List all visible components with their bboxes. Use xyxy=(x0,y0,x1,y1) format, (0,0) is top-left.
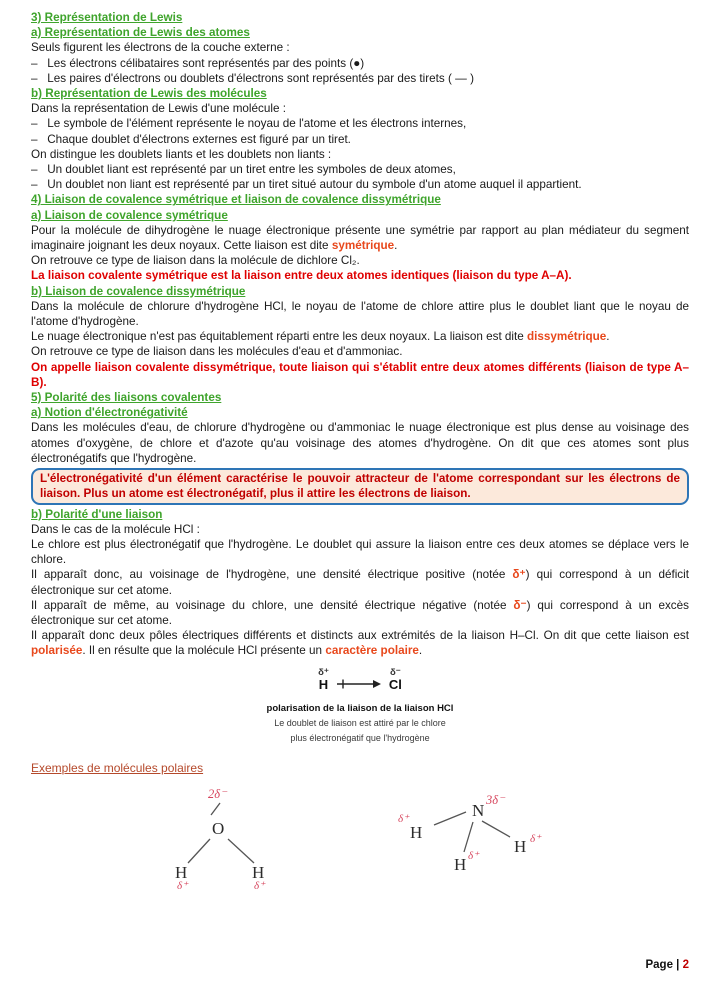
paragraph xyxy=(31,223,689,253)
text-run: caractère polaire xyxy=(325,644,419,658)
paragraph xyxy=(31,522,689,537)
paragraph xyxy=(31,329,689,344)
water-molecule-figure xyxy=(162,782,322,890)
delta-plus-label: δ⁺ xyxy=(530,833,541,846)
text-run: – Un doublet liant est représenté par un tiret entre les symboles de deux atomes, xyxy=(31,163,456,177)
nitrogen-atom-label: N xyxy=(472,801,485,821)
hydrogen-atom-label: H xyxy=(514,837,527,857)
bond-line xyxy=(228,839,254,863)
page-number-value: 2 xyxy=(682,958,689,971)
section-heading xyxy=(31,284,689,299)
text-run: ) qui correspond à un déficit électronique sur cet atome. xyxy=(31,568,689,597)
page-number xyxy=(645,958,689,973)
section-heading xyxy=(31,405,689,420)
section-heading xyxy=(31,25,689,40)
hydrogen-atom-label: H xyxy=(454,855,467,875)
paragraph xyxy=(31,101,689,116)
text-run: On distingue les doublets liants et les doublets non liants : xyxy=(31,147,332,161)
ammonia-charge-label: 3δ⁻ xyxy=(486,793,505,808)
text-run: On appelle liaison covalente dissymétrique, toute liaison qui s'établit entre deux atomes différents (liaison de type A–B). xyxy=(31,360,689,389)
section-heading xyxy=(31,390,689,405)
text-run: dissymétrique xyxy=(527,330,607,344)
text-run: Il apparaît donc deux pôles électriques différents et distincts aux extrémités de la liaison H–Cl. On dit que cette liaison est xyxy=(31,629,689,643)
text-run: . xyxy=(394,239,398,253)
text-run: Dans la représentation de Lewis d'une molécule : xyxy=(31,102,286,116)
text-run: . xyxy=(606,330,610,344)
dipole-arrow-icon xyxy=(335,678,383,690)
text-run: – Les électrons célibataires sont représentés par des points (●) xyxy=(31,56,365,70)
text-run: b) Polarité d'une liaison xyxy=(31,507,163,521)
text-run: b) Liaison de covalence dissymétrique xyxy=(31,284,246,298)
text-run: δ⁻ xyxy=(513,598,527,612)
ammonia-molecule-figure xyxy=(378,782,558,890)
text-run: – Les paires d'électrons ou doublets d'électrons sont représentés par des tirets ( — ) xyxy=(31,71,474,85)
delta-plus-label: δ⁺ xyxy=(468,850,479,863)
text-run: 4) Liaison de covalence symétrique et liaison de covalence dissymétrique xyxy=(31,193,441,207)
hydrogen-atom-label: H xyxy=(252,863,265,883)
text-run: Pour la molécule de dihydrogène le nuage électronique présente une symétrie par rapport au plan médiateur du segment imaginaire joignant les deux noyaux. Cette liaison est dite xyxy=(31,223,689,253)
paragraph xyxy=(31,360,689,390)
text-run: a) Notion d'électronégativité xyxy=(31,406,188,420)
paragraph xyxy=(31,147,689,162)
text-run: polarisée xyxy=(31,644,83,658)
figure-caption-line1: Le doublet de liaison est attiré par le chlore xyxy=(274,717,446,728)
text-run: Dans la molécule de chlorure d'hydrogène HCl, le noyau de l'atome de chlore attire plus le doublet liant que le noyau de l'atome d'hydrogène. xyxy=(31,299,689,329)
text-run: Dans les molécules d'eau, de chlorure d'hydrogène ou d'ammoniac le nuage électronique est plus dense au voisinage des atomes d'oxygène, de chlore et d'azote qu'au voisinage des atomes d'hydrogène. On dit que ces atomes sont plus électronégatifs que l'hydrogène. xyxy=(31,421,689,465)
polar-molecules-figures xyxy=(31,782,689,890)
section-heading xyxy=(31,507,689,522)
figure-caption-line2: plus électronégatif que l'hydrogène xyxy=(290,732,430,743)
text-run: L'électronégativité d'un élément caractérise le pouvoir attracteur de l'atome correspondant sur les électrons de liaison. Plus un atome est électronégatif, plus il attire les électrons de liaison. xyxy=(40,472,680,501)
paragraph xyxy=(31,253,689,268)
delta-plus-label: δ⁺ xyxy=(398,813,409,826)
paragraph xyxy=(31,537,689,567)
paragraph xyxy=(31,628,689,658)
text-run: . Il en résulte que la molécule HCl présente un xyxy=(82,644,326,658)
page-number-label: Page | xyxy=(645,958,683,971)
text-run: – Chaque doublet d'électrons externes est figuré par un tiret. xyxy=(31,132,351,146)
bond-line xyxy=(188,839,210,863)
text-run: ) qui correspond à un excès électronique sur cet atome. xyxy=(31,598,689,627)
paragraph xyxy=(31,567,689,597)
paragraph xyxy=(31,132,689,147)
figure-caption-title: polarisation de la liaison de la liaison HCl xyxy=(266,702,454,714)
hydrogen-atom-label: H xyxy=(410,823,423,843)
examples-heading: Exemples de molécules polaires xyxy=(31,761,204,776)
section-heading xyxy=(31,192,689,207)
paragraph xyxy=(31,71,689,86)
paragraph xyxy=(31,598,689,628)
paragraph xyxy=(31,162,689,177)
paragraph xyxy=(31,116,689,131)
text-run: Dans le cas de la molécule HCl : xyxy=(31,522,200,536)
text-run: Seuls figurent les électrons de la couche externe : xyxy=(31,41,290,55)
charge-pointer-line xyxy=(211,803,220,815)
text-run: Il apparaît de même, au voisinage du chlore, une densité électrique négative (notée xyxy=(31,598,514,612)
document-content xyxy=(31,10,689,659)
text-run: 3) Représentation de Lewis xyxy=(31,11,183,24)
section-heading xyxy=(31,208,689,223)
text-run: On retrouve ce type de liaison dans la molécule de dichlore Cl₂. xyxy=(31,254,360,268)
water-charge-label: 2δ⁻ xyxy=(208,787,227,802)
text-run: δ⁺ xyxy=(512,568,526,582)
text-run: La liaison covalente symétrique est la liaison entre deux atomes identiques (liaison du type A–A). xyxy=(31,269,572,283)
hydrogen-atom-label: H xyxy=(175,863,188,883)
text-run: b) Représentation de Lewis des molécules xyxy=(31,87,267,101)
text-run: symétrique xyxy=(331,239,395,253)
oxygen-atom-label: O xyxy=(212,819,225,839)
bond-line xyxy=(482,821,510,837)
delta-plus-label: δ⁺ xyxy=(254,880,265,891)
text-run: a) Liaison de covalence symétrique xyxy=(31,208,228,222)
hydrogen-atom-label: H xyxy=(318,676,329,692)
highlight-box xyxy=(31,468,689,504)
text-run: . xyxy=(418,644,423,658)
bond-line xyxy=(464,822,473,852)
paragraph xyxy=(31,420,689,466)
text-run: On retrouve ce type de liaison dans les molécules d'eau et d'ammoniac. xyxy=(31,345,403,359)
hcl-polarization-figure xyxy=(31,664,689,747)
delta-plus-label: δ⁺ xyxy=(177,880,188,891)
chlorine-atom-label: Cl xyxy=(388,676,402,692)
text-run: a) Représentation de Lewis des atomes xyxy=(31,26,250,40)
section-heading xyxy=(31,86,689,101)
paragraph xyxy=(31,177,689,192)
paragraph xyxy=(31,40,689,55)
arrow-head xyxy=(373,680,381,688)
paragraph xyxy=(31,268,689,283)
paragraph xyxy=(31,344,689,359)
text-run: Le chlore est plus électronégatif que l'hydrogène. Le doublet qui assure la liaison entre ces deux atomes se déplace vers le chlore. xyxy=(31,537,689,567)
text-run: Le nuage électronique n'est pas équitablement réparti entre les deux noyaux. La liaison est dite xyxy=(31,330,528,344)
delta-minus-label: δ⁻ xyxy=(390,666,401,678)
section-heading xyxy=(31,10,689,25)
paragraph xyxy=(31,299,689,329)
hcl-diagram xyxy=(318,668,402,692)
delta-plus-label: δ⁺ xyxy=(318,666,329,678)
text-run: – Le symbole de l'élément représente le noyau de l'atome et les électrons internes, xyxy=(31,117,467,131)
text-run: Il apparaît donc, au voisinage de l'hydrogène, une densité électrique positive (notée xyxy=(31,568,513,582)
text-run: – Un doublet non liant est représenté par un tiret situé autour du symbole d'un atome auquel il appartient. xyxy=(31,178,582,192)
paragraph xyxy=(31,56,689,71)
text-run: 5) Polarité des liaisons covalentes xyxy=(31,391,222,405)
bond-line xyxy=(434,812,466,825)
